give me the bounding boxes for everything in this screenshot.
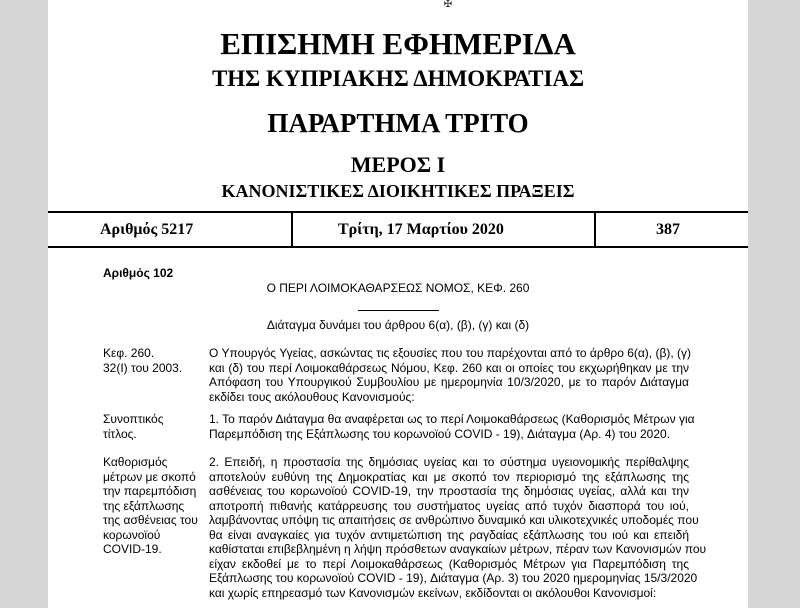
issue-bar [48, 211, 748, 248]
margin-note-line: Συνοπτικός [103, 412, 164, 426]
paragraph-line: Ο Υπουργός Υγείας, ασκώντας τις εξουσίες που του παρέχονται από το άρθρο 6(α), (β), (γ) [209, 346, 692, 360]
margin-note-line: COVID-19. [103, 542, 162, 556]
issue-divider [594, 213, 596, 246]
supplement-title: ΠΑΡΑΡΤΗΜΑ ΤΡΙΤΟ [267, 108, 529, 138]
part-title: ΜΕΡΟΣ Ι [350, 152, 446, 177]
paragraph-line: αποτροπή πιθανής κατάρρευσης του συστήματος υγείας από τυχόν διασπορά του ιού, [209, 498, 689, 513]
viewer-gutter-left [0, 0, 48, 608]
preamble-paragraph [209, 346, 692, 404]
paragraph-line: Απόφαση του Υπουργικού Συμβουλίου με ημερομηνία 10/3/2020, με το παρόν Διάταγμα [209, 375, 689, 389]
paragraph-line: αποτελούν ευθύνη της Δημοκρατίας και με σκοπό τον περιορισμό της εξάπλωσης της [209, 469, 689, 484]
decree-basis: Διάταγμα δυνάμει του άρθρου 6(α), (β), (γ) και (δ) [266, 318, 530, 332]
margin-note-line: την παρεμπόδιση [103, 484, 197, 498]
gazette-title: ΕΠΙΣΗΜΗ ΕΦΗΜΕΡΙΔΑ [220, 26, 576, 61]
section-title: ΚΑΝΟΝΙΣΤΙΚΕΣ ΔΙΟΙΚΗΤΙΚΕΣ ΠΡΑΞΕΙΣ [221, 181, 575, 201]
section-1-paragraph [209, 412, 695, 441]
viewer-gutter-right [748, 0, 800, 608]
paragraph-line: λαμβάνοντας υπόψη τις απαιτήσεις σε ανθρώπινο δυναμικό και υλικοτεχνικές υποδομές που [209, 513, 699, 527]
issue-divider [291, 213, 293, 246]
paragraph-line: Εξάπλωσης του κορωνοϊού COVID - 19), Διάταγμα (Αρ. 3) του 2020 ημερομηνίας 15/3/2020 [209, 571, 698, 585]
title-rule [358, 310, 439, 311]
paragraph-line: θα είναι αναγκαίες για τυχόν αντιμετώπιση της ραγδαίας εξάπλωσης του ιού και επειδή [209, 527, 689, 542]
margin-note-line: της εξάπλωσης [103, 498, 185, 513]
issue-number: Αριθμός 5217 [100, 221, 194, 238]
paragraph-line: και χωρίς επηρεασμό των Κανονισμών εκείνων, εκδίδονται οι ακόλουθοι Κανονισμοί: [209, 585, 657, 600]
paragraph-line: είχαν εκδοθεί με το περί Λοιμοκαθάρσεως (Καθορισμός Μέτρων για Παρεμπόδιση της [209, 556, 689, 571]
margin-note-line: τίτλος. [103, 426, 137, 441]
paragraph-line: καθίσταται επιβεβλημένη η λήψη πρόσθετων αναγκαίων μέτρων, πέραν των Κανονισμών που [209, 542, 707, 556]
margin-note-line: της ασθένειας του [103, 513, 198, 527]
margin-note-short-title [103, 412, 213, 441]
margin-note-line: 32(Ι) του 2003. [103, 360, 183, 375]
paragraph-line: Παρεμπόδιση της Εξάπλωσης του κορωνοϊού COVID - 19), Διάταγμα (Αρ. 4) του 2020. [209, 426, 671, 441]
law-title: Ο ΠΕΡΙ ΛΟΙΜΟΚΑΘΑΡΣΕΩΣ ΝΟΜΟΣ, ΚΕΦ. 260 [266, 281, 530, 295]
emblem-icon: ✠ [443, 0, 453, 10]
margin-note-measures [103, 455, 213, 557]
paragraph-line: εκδίδει τους ακόλουθους Κανονισμούς: [209, 389, 415, 404]
gazette-subtitle: ΤΗΣ ΚΥΠΡΙΑΚΗΣ ΔΗΜΟΚΡΑΤΙΑΣ [211, 66, 585, 91]
margin-note-line: μέτρων με σκοπό [103, 469, 196, 484]
issue-date: Τρίτη, 17 Μαρτίου 2020 [338, 221, 504, 238]
document-number: Αριθμός 102 [103, 266, 174, 280]
paragraph-line: 1. Το παρόν Διάταγμα θα αναφέρεται ως το περί Λοιμοκαθάρσεως (Καθορισμός Μέτρων για [209, 412, 695, 426]
paragraph-line: και (δ) του περί Λοιμοκαθάρσεως Νόμου, Κεφ. 260 και οι οποίες του εκχωρήθηκαν με την [209, 360, 689, 375]
section-2-paragraph [209, 455, 707, 600]
margin-note-line: Κεφ. 260. [103, 346, 155, 360]
margin-note-line: Καθορισμός [103, 455, 168, 469]
paragraph-line: 2. Επειδή, η προστασία της δημόσιας υγείας και το σύστημα υγειονομικής περίθαλψης [209, 455, 689, 469]
page-number: 387 [656, 221, 680, 238]
paragraph-line: ασθένειας του κορωνοϊού COVID-19, την προστασία της δημόσιας υγείας, αλλά και την [209, 484, 689, 498]
margin-note-line: κορωνοϊού [103, 527, 161, 542]
document-page [48, 0, 748, 608]
margin-note-references [103, 346, 213, 375]
